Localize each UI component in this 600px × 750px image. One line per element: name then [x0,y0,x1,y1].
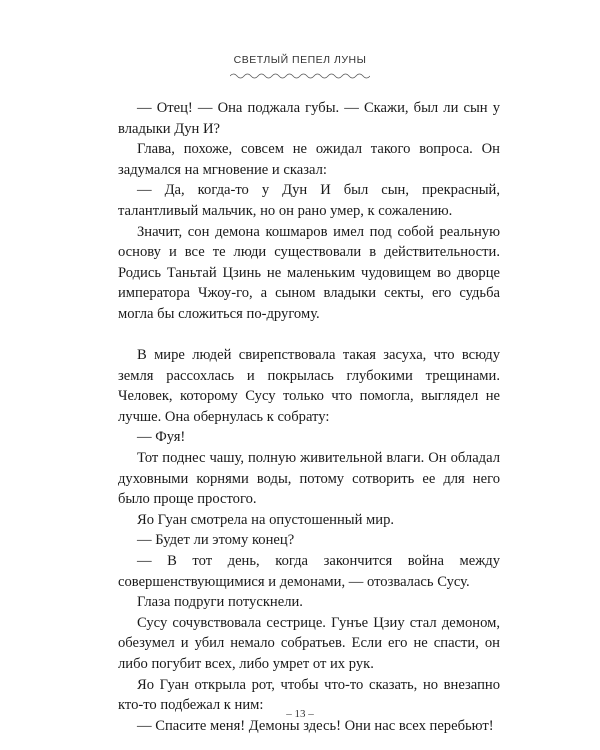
paragraph: — Будет ли этому конец? [137,532,295,549]
paragraph: В мире людей свирепствовала такая засуха, что всюду земля рассохлась и покрылась глубокими трещинами. Человек, которому Сусу только что помогла, выглядел не лучше. Она обернулась к собрату: [118,347,500,425]
text-block-2 [118,345,500,736]
paragraph: Глава, похоже, совсем не ожидал такого вопроса. Он задумался на мгновение и сказал: [118,141,500,178]
page-number: – 13 – [286,708,314,720]
paragraph: Сусу сочувствовала сестрице. Гунъе Цзиу стал демоном, обезумел и убил немало собратьев. Если его не спасти, он либо погубит всех, либо умрет от их рук. [118,614,500,672]
header-ornament [230,72,370,80]
paragraph: — Спасите меня! Демоны здесь! Они нас всех перебьют! [137,717,494,734]
text-block-1 [118,98,500,325]
paragraph: Тот поднес чашу, полную живительной влаги. Он обладал духовными корнями воды, потому сотворить ее для него было проще простого. [118,449,500,508]
paragraph: Яо Гуан открыла рот, чтобы что-то сказать, но внезапно кто-то подбежал к ним: [118,676,500,714]
paragraph: Значит, сон демона кошмаров имел под собой реальную основу и все те люди существовали в действительности. Родись Таньтай Цзинь не маленьким чудовищем во дворце императора Чжоу-го, а сыном владыки секты, его судьба могла бы сложиться по-другому. [118,223,500,322]
paragraph: — Отец! — Она поджала губы. — Скажи, был ли сын у владыки Дун И? [118,100,500,137]
paragraph: — Фуя! [137,429,186,446]
paragraph: Глаза подруги потускнели. [137,594,303,611]
paragraph: Яо Гуан смотрела на опустошенный мир. [137,511,395,528]
paragraph: — Да, когда-то у Дун И был сын, прекрасный, талантливый мальчик, но он рано умер, к сожалению. [118,182,500,219]
running-header: СВЕТЛЫЙ ПЕПЕЛ ЛУНЫ [233,54,367,66]
paragraph: — В тот день, когда закончится война между совершенствующимися и демонами, — отозвалась Сусу. [118,552,500,590]
